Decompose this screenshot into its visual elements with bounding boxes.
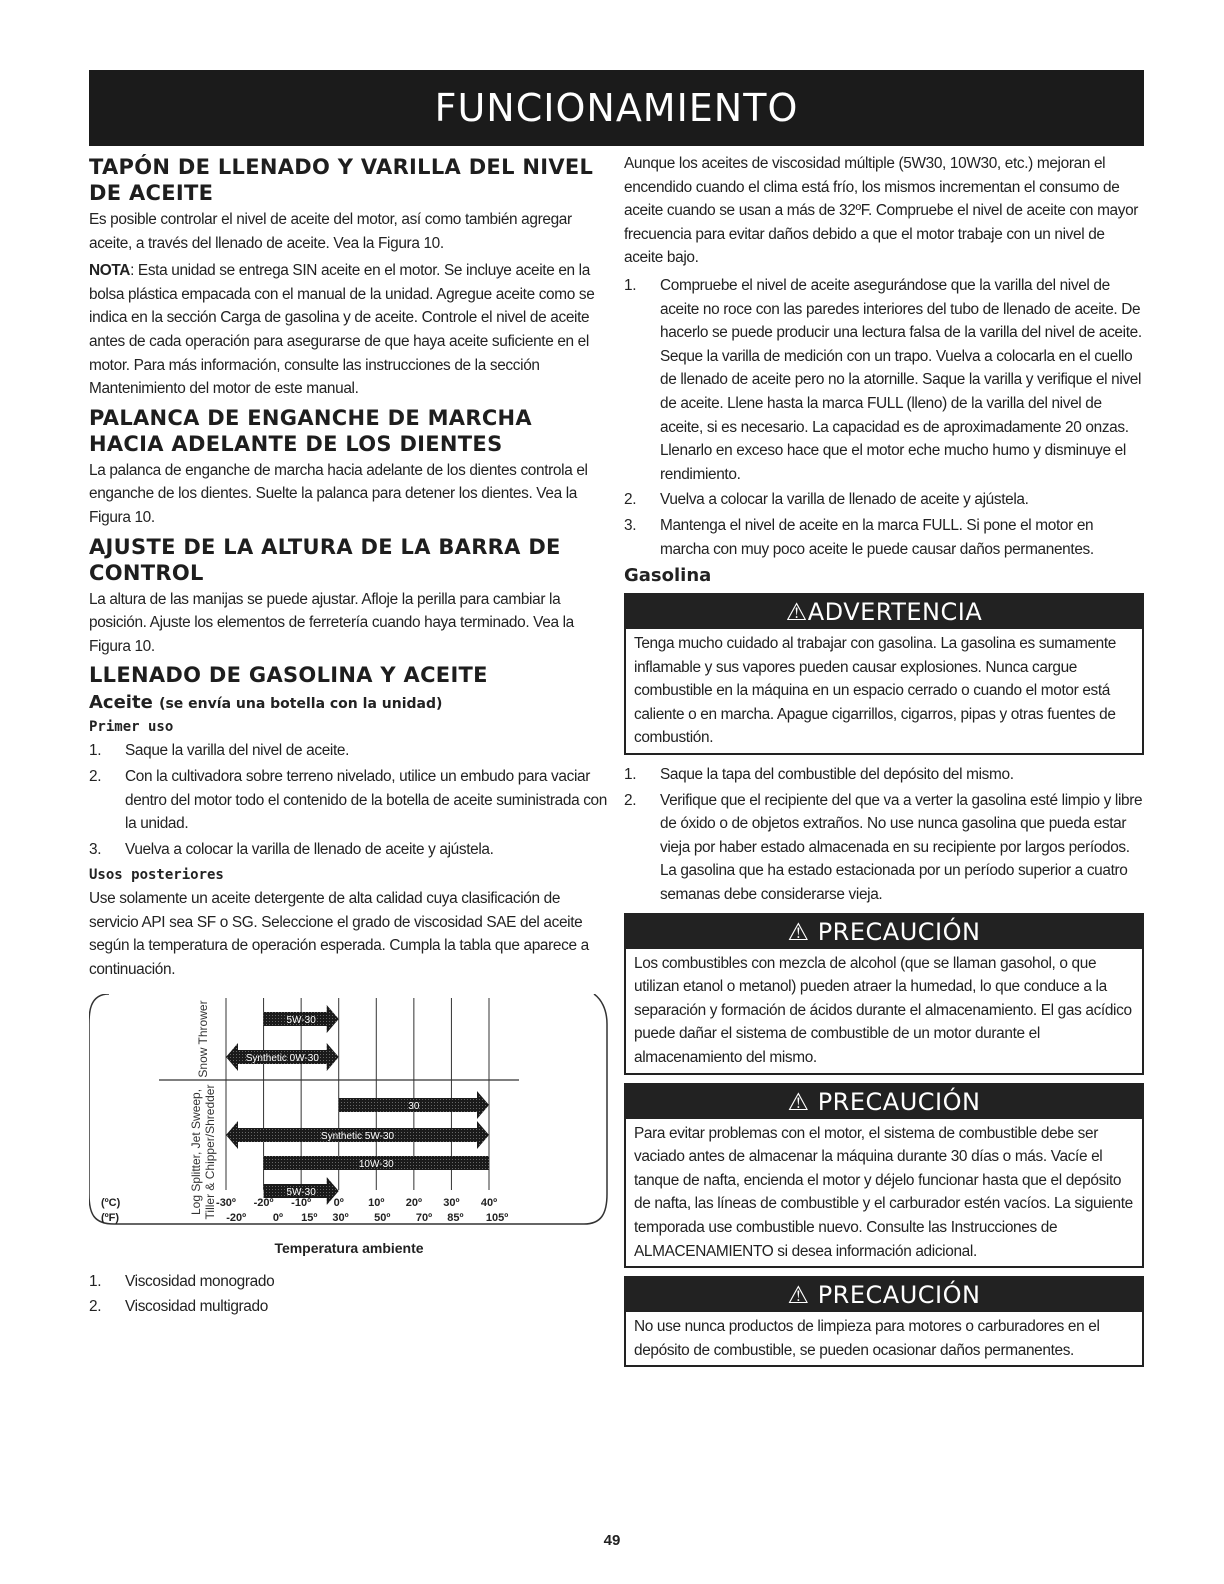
list-item (89, 1270, 609, 1294)
list-text: Compruebe el nivel de aceite asegurándose que la varilla del nivel de aceite no roce con las paredes interiores del tubo de llenado de aceite. De hacerlo se puede producir una lectura falsa de la varilla del nivel de aceite. Seque la varilla de medición con un trapo. Vuelva a colocarla en el cuello de llenado de aceite pero no la atornille. Saque la varilla y verifique el nivel de aceite. Llene hasta la marca FULL (lleno) de la varilla del nivel de aceite, si es necesario. La capacidad es de aproximadamente 20 onzas. Llenarlo en exceso hace que el motor eche mucho humo y disminuye el rendimiento. (660, 276, 1142, 483)
viscosity-chart (89, 994, 609, 1234)
warning-triangle-icon: ⚠ (787, 1281, 818, 1310)
list-item (624, 274, 1144, 486)
caution-text-storage: Para evitar problemas con el motor, el sistema de combustible debe ser vaciado antes de almacenar la máquina durante 30 días o más. Vacíe el tanque de nafta, encienda el motor y déjelo funcionar hasta que el depósito de nafta, las líneas de combustible y el carburador estén vacíos. La siguiente temporada use combustible nuevo. Consulte las Instrucciones de ALMACENAMIENTO si desea información adicional. (634, 1124, 1133, 1260)
heading-handle-height: AJUSTE DE LA ALTURA DE LA BARRA DE CONTROL (89, 534, 561, 585)
subheading-later-use: Usos posteriores (89, 867, 224, 884)
tick-label: (ºC) (101, 1196, 121, 1209)
right-column (624, 152, 1144, 1375)
note-paragraph (89, 259, 609, 401)
tick-label: 30º (443, 1196, 460, 1209)
tick-label: 70º (415, 1211, 433, 1224)
list-text: Vuelva a colocar la varilla de llenado de aceite y ajústela. (125, 840, 494, 858)
tick-label: -20º (253, 1196, 274, 1209)
list-text: Mantenga el nivel de aceite en la marca FULL. Si pone el motor en marcha con muy poco aceite le puede causar daños permanentes. (660, 516, 1094, 558)
list-number: 2. (624, 491, 637, 509)
viscosity-bar-label: Synthetic 5W-30 (320, 1130, 395, 1142)
caution-text-cleaners: No use nunca productos de limpieza para motores o carburadores en el depósito de combustible, se pueden ocasionar daños permanentes. (634, 1318, 1100, 1359)
paragraph-oil-grade: Use solamente un aceite detergente de alta calidad cuya clasificación de servicio API sea SF o SG. Seleccione el grado de viscosidad SAE del aceite según la temperatura de operación esperada. Cumpla la tabla que aparece a continuación. (89, 890, 589, 979)
warning-text: Tenga mucho cuidado al trabajar con gasolina. La gasolina es sumamente inflamable y sus vapores pueden causar explosiones. Nunca cargue combustible en la máquina en un espacio cerrado o cuando el motor está caliente o en marcha. Apague cigarrillos, cigarros, pipas y otras fuentes de combustión. (634, 635, 1117, 747)
list-item (89, 838, 609, 862)
group-label-snow-thrower: Snow Thrower (196, 1000, 210, 1078)
paragraph-multiviscosity: Aunque los aceites de viscosidad múltiple (5W30, 10W30, etc.) mejoran el encendido cuando el clima está frío, los mismos incrementan el consumo de aceite cuando se usan a más de 32ºF. Compruebe el nivel de aceite con mayor frecuencia para evitar daños debido a que el motor trabaje con un nivel de aceite bajo. (624, 155, 1139, 267)
list-number: 3. (89, 840, 102, 858)
caution-title: PRECAUCIÓN (817, 1087, 981, 1116)
warning-triangle-icon: ⚠ (787, 917, 818, 946)
list-text: Saque la varilla del nivel de aceite. (125, 742, 350, 760)
note-label: NOTA (89, 262, 131, 280)
viscosity-bar-label: 30 (408, 1100, 420, 1112)
tick-label: -20º (226, 1211, 247, 1224)
caution-header (626, 915, 1142, 949)
warning-triangle-icon: ⚠ (785, 598, 808, 627)
list-number: 2. (89, 767, 102, 785)
warning-title: ADVERTENCIA (807, 598, 983, 627)
list-item (624, 514, 1144, 561)
group-label-log-splitter-line1: Log Splitter, Jet Sweep, (189, 1088, 203, 1215)
viscosity-bar-label: Synthetic 0W-30 (245, 1052, 319, 1064)
caution-title: PRECAUCIÓN (817, 917, 981, 946)
list-text: Vuelva a colocar la varilla de llenado de aceite y ajústela. (660, 491, 1029, 509)
tick-label: -30º (216, 1196, 236, 1209)
list-number: 2. (624, 791, 637, 809)
list-text: Saque la tapa del combustible del depósito del mismo. (660, 766, 1014, 784)
list-item (89, 1295, 609, 1319)
list-item (89, 739, 609, 763)
tick-label: 85º (447, 1211, 464, 1224)
oil-title: Aceite (89, 692, 153, 714)
heading-tine-lever: PALANCA DE ENGANCHE DE MARCHA HACIA ADELANTE DE LOS DIENTES (89, 405, 532, 456)
list-item (624, 763, 1144, 787)
oil-note: (se envía una botella con la unidad) (159, 696, 443, 713)
tick-label: 0º (333, 1196, 344, 1209)
caution-title: PRECAUCIÓN (817, 1281, 981, 1310)
caution-header (626, 1278, 1142, 1312)
page-number: 49 (603, 1532, 621, 1549)
tick-label: (ºF) (101, 1211, 120, 1224)
viscosity-bar (264, 1156, 489, 1170)
list-item (89, 765, 609, 836)
paragraph-tine-lever: La palanca de enganche de marcha hacia adelante de los dientes controla el enganche de los dientes. Suelte la palanca para detener los dientes. Vea la Figura 10. (89, 461, 588, 526)
viscosity-bar (226, 1121, 489, 1149)
list-number: 1. (89, 1272, 102, 1290)
tick-label: 20º (405, 1196, 422, 1209)
list-item (624, 789, 1144, 907)
list-number: 1. (624, 766, 637, 784)
paragraph-handle-height: La altura de las manijas se puede ajustar. Afloje la perilla para cambiar la posición. Ajuste los elementos de ferretería cuando haya terminado. Vea la Figura 10. (89, 590, 574, 655)
tick-label: 15º (301, 1211, 318, 1224)
left-column (89, 152, 609, 1323)
caution-text-alcohol: Los combustibles con mezcla de alcohol (que se llaman gasohol, o que utilizan etanol o metanol) pueden atraer la humedad, lo que conduce a la separación y formación de ácidos durante el almacenamiento. El gas acídico puede dañar el sistema de combustible de un motor durante el almacenamiento del mismo. (634, 954, 1132, 1066)
tick-label: 40º (480, 1196, 498, 1209)
oil-check-steps (624, 274, 1144, 561)
caution-header (626, 1085, 1142, 1119)
list-number: 2. (89, 1298, 102, 1316)
tick-label: 10º (368, 1196, 385, 1209)
viscosity-bar-label: 5W-30 (286, 1014, 316, 1026)
caution-box-1 (624, 913, 1144, 1075)
caution-box-2 (624, 1083, 1144, 1269)
list-text: Con la cultivadora sobre terreno nivelado, utilice un embudo para vaciar dentro del motor todo el contenido de la botella de aceite suministrada con la unidad. (125, 767, 607, 833)
list-number: 1. (89, 742, 102, 760)
list-text: Viscosidad multigrado (125, 1298, 268, 1316)
chart-caption: Temperatura ambiente (274, 1239, 424, 1256)
group-label-log-splitter-line2: Tiller & Chipper/Shredder (203, 1084, 217, 1220)
first-use-steps (89, 739, 609, 861)
viscosity-bar-label: 5W-30 (286, 1186, 316, 1198)
viscosity-chart-svg (89, 994, 609, 1234)
heading-fuel-oil: LLENADO DE GASOLINA Y ACEITE (89, 663, 488, 688)
subheading-oil (89, 692, 609, 715)
viscosity-bar (226, 1043, 339, 1071)
heading-oil-cap: TAPÓN DE LLENADO Y VARILLA DEL NIVEL DE ACEITE (89, 155, 594, 205)
section-banner: FUNCIONAMIENTO (89, 70, 1144, 146)
list-text: Verifique que el recipiente del que va a verter la gasolina esté limpio y libre de óxido o de objetos extraños. No use nunca gasolina que pueda estar vieja por haber estado almacenada en su recipiente por largos períodos. La gasolina que ha estado estacionada por un período superior a cuatro semanas debe considerarse vieja. (660, 791, 1143, 904)
subheading-gasoline: Gasolina (624, 565, 712, 587)
tick-label: 50º (374, 1211, 391, 1224)
tick-label: -10º (291, 1196, 312, 1209)
viscosity-bar-label: 10W-30 (358, 1158, 394, 1170)
paragraph-oil-cap: Es posible controlar el nivel de aceite del motor, así como también agregar aceite, a través del llenado de aceite. Vea la Figura 10. (89, 211, 572, 252)
tick-label: 105º (485, 1211, 509, 1224)
fuel-steps (624, 763, 1144, 907)
list-number: 1. (624, 276, 637, 294)
warning-header (626, 595, 1142, 629)
viscosity-legend (89, 1270, 609, 1319)
tick-label: 30º (332, 1211, 349, 1224)
list-number: 3. (624, 516, 637, 534)
caution-box-3 (624, 1276, 1144, 1367)
note-text: : Esta unidad se entrega SIN aceite en el motor. Se incluye aceite en la bolsa plástica empacada con el manual de la unidad. Agregue aceite como se indica en la sección Carga de gasolina y de aceite. Controle el nivel de aceite antes de cada operación para asegurarse de que haya aceite suficiente en el motor. Para más información, consulte las instrucciones de la sección Mantenimiento del motor de este manual. (89, 262, 595, 398)
warning-triangle-icon: ⚠ (787, 1087, 818, 1116)
subheading-first-use: Primer uso (89, 719, 174, 736)
tick-label: 0º (272, 1211, 283, 1224)
list-item (624, 488, 1144, 512)
warning-box (624, 593, 1144, 755)
list-text: Viscosidad monogrado (125, 1272, 275, 1290)
